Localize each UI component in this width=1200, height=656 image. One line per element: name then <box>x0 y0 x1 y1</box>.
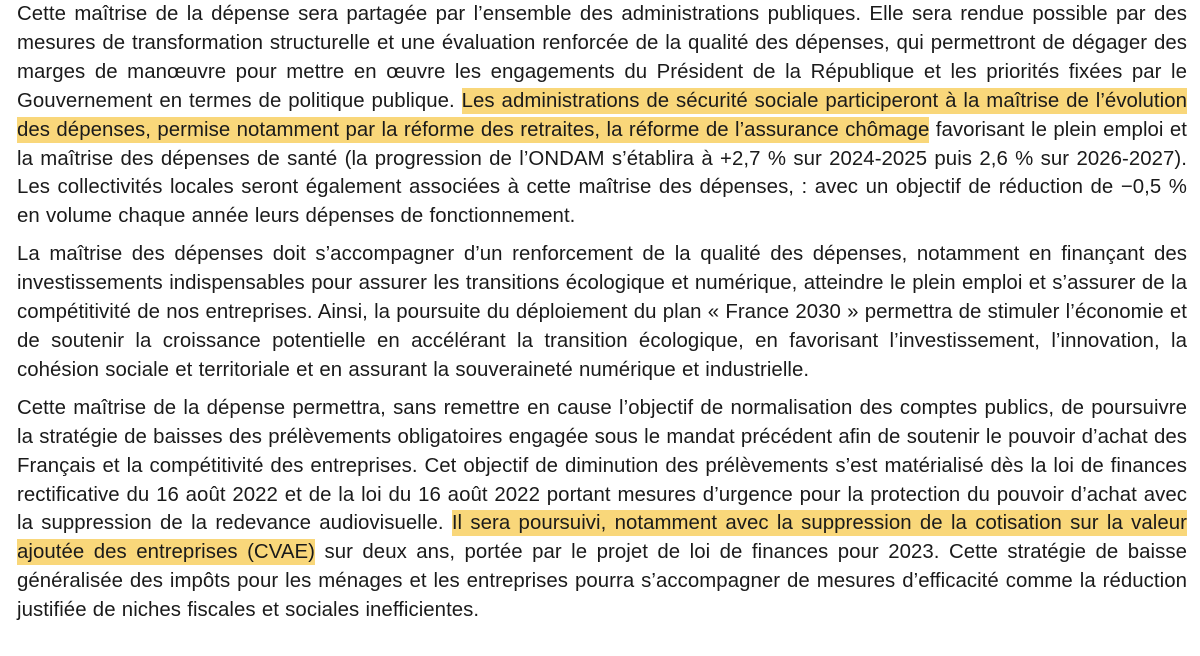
paragraph-spending-quality <box>17 240 1187 385</box>
paragraph-tax-reduction <box>17 394 1187 625</box>
highlighted-passage-cvae: Il sera poursuivi, notamment avec la suppression de la cotisation sur la valeur ajoutée des entreprises (CVAE) <box>17 512 1187 564</box>
paragraph-text: sur deux ans, portée par le projet de loi de finances pour 2023. Cette stratégie de baisse généralisée des impôts pour les ménages et les entreprises pourra s’accompagner de mesures d’efficacité comme la réduction justifiée de niches fiscales et sociales inefficientes. <box>17 541 1188 622</box>
paragraph-spending-control <box>17 0 1187 231</box>
paragraph-text: Cette maîtrise de la dépense sera partagée par l’ensemble des administrations publiques. Elle sera rendue possible par des mesures de transformation structurelle et une évaluation renforcée de la qualité des dépenses, qui permettront de dégager des marges de manœuvre pour mettre en œuvre les engagements du Président de la République et les priorités fixées par le Gouvernement en termes de politique publique. <box>17 3 1187 112</box>
paragraph-text: favorisant le plein emploi et la maîtrise des dépenses de santé (la progression de l’ONDAM s’établira à +2,7 % sur 2024-2025 puis 2,6 % sur 2026-2027). Les collectivités locales seront également associées à cette maîtrise des dépenses, : avec un objectif de réduction de −0,5 % en volume chaque année leurs dépenses de fonctionnement. <box>17 118 1187 228</box>
paragraph-text: La maîtrise des dépenses doit s’accompagner d’un renforcement de la qualité des dépenses, notamment en finançant des investissements indispensables pour assurer les transitions écologique et numérique, atteindre le plein emploi et s’assurer de la compétitivité de nos entreprises. Ainsi, la poursuite du déploiement du plan « France 2030 » permettra de stimuler l’économie et de soutenir la croissance potentielle en accélérant la transition écologique, en favorisant l’investissement, l’innovation, la cohésion sociale et territoriale et en assurant la souveraineté numérique et industrielle. <box>17 243 1187 381</box>
paragraph-text: Cette maîtrise de la dépense permettra, sans remettre en cause l’objectif de normalisation des comptes publics, de poursuivre la stratégie de baisses des prélèvements obligatoires engagée sous le mandat précédent afin de soutenir le pouvoir d’achat des Français et la compétitivité des entreprises. Cet objectif de diminution des prélèvements s’est matérialisé dès la loi de finances rectificative du 16 août 2022 et de la loi du 16 août 2022 portant mesures d’urgence pour la protection du pouvoir d’achat avec la suppression de la redevance audiovisuelle. <box>17 396 1187 535</box>
highlighted-passage-social-security: Les administrations de sécurité sociale participeront à la maîtrise de l’évolution des dépenses, permise notamment par la réforme des retraites, la réforme de l’assurance chômage <box>17 89 1187 141</box>
